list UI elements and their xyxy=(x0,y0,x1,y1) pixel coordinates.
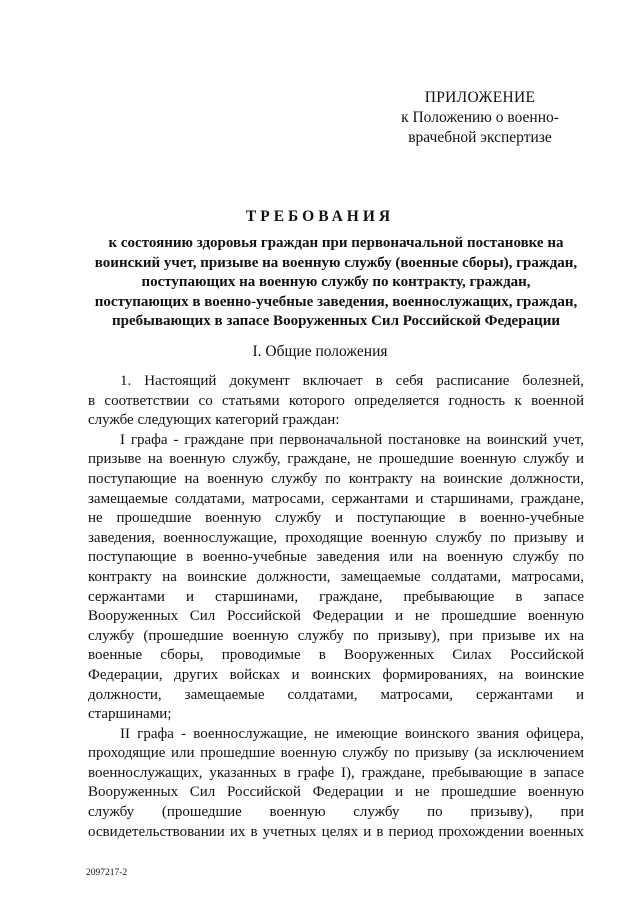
body-line: Вооруженных Сил Российской Федерации и не прошедшие военную xyxy=(88,784,584,801)
subtitle-line: поступающих в военно-учебные заведения, военнослужащих, граждан, xyxy=(94,293,578,310)
body-line: службе следующих категорий граждан: xyxy=(88,412,340,429)
annex-block xyxy=(360,88,600,148)
annex-line: к Положению о военно- xyxy=(401,109,559,126)
annex-line: врачебной экспертизе xyxy=(408,129,552,146)
body-line: контракту на воинские должности, замещаемые солдатами, матросами, xyxy=(88,568,584,585)
body-line: старшинами; xyxy=(88,706,172,723)
body-line: не прошедшие военную службу и поступающие в военно-учебные xyxy=(88,510,584,527)
section-heading: I. Общие положения xyxy=(252,343,388,360)
body-line: II графа - военнослужащие, не имеющие воинского звания офицера, xyxy=(120,725,584,742)
body-line: освидетельствовании их в учетных целях и в период прохождении военных xyxy=(88,823,584,840)
body-line: службу (прошедшие военную службу по призыву), при призыве их на xyxy=(88,627,584,644)
body-line: I графа - граждане при первоначальной постановке на воинский учет, xyxy=(120,431,584,448)
document-subtitle xyxy=(86,234,586,332)
body-line: в соответствии со статьями которого определяется годность к военной xyxy=(88,392,584,409)
body-text xyxy=(88,372,584,842)
body-line: замещаемые солдатами, матросами, сержантами и старшинами, граждане, xyxy=(88,490,584,507)
subtitle-line: к состоянию здоровья граждан при первоначальной постановке на xyxy=(108,235,564,251)
body-line: призыве на военную службу, граждане, не прошедшие военную службу и xyxy=(88,451,584,468)
body-line: 1. Настоящий документ включает в себя расписание болезней, xyxy=(120,373,584,389)
body-line: должности, замещаемые солдатами, матросами, сержантами и xyxy=(88,686,584,703)
body-line: службу (прошедшие военную службу по призыву), при xyxy=(88,804,584,821)
subtitle-line: воинский учет, призыве на военную службу (военные сборы), граждан, xyxy=(94,254,578,271)
body-line: заведения, военнослужащие, проходящие военную службу по призыву и xyxy=(88,529,584,546)
subtitle-line: поступающих на военную службу по контракту, граждан, xyxy=(141,274,531,290)
body-line: проходящие или прошедшие военную службу по призыву (за исключением xyxy=(88,745,584,762)
body-line: Федерации, других войсках и воинских формированиях, на воинские xyxy=(88,666,584,683)
document-title: ТРЕБОВАНИЯ xyxy=(245,208,395,225)
footer-code: 2097217-2 xyxy=(86,868,128,878)
body-line: поступающие в военно-учебные заведения или на военную службу по xyxy=(88,549,584,566)
body-line: сержантами и старшинами, граждане, пребывающие в запасе xyxy=(88,588,584,605)
subtitle-line: пребывающих в запасе Вооруженных Сил Российской Федерации xyxy=(112,313,560,329)
annex-heading: ПРИЛОЖЕНИЕ xyxy=(424,89,536,106)
body-line: Вооруженных Сил Российской Федерации и не прошедшие военную xyxy=(88,608,584,625)
body-line: военные сборы, проводимые в Вооруженных Силах Российской xyxy=(88,647,584,664)
body-line: военнослужащих, указанных в графе I), граждане, пребывающие в запасе xyxy=(88,764,584,781)
body-line: поступающие на военную службу по контракту на воинские должности, xyxy=(88,470,584,487)
